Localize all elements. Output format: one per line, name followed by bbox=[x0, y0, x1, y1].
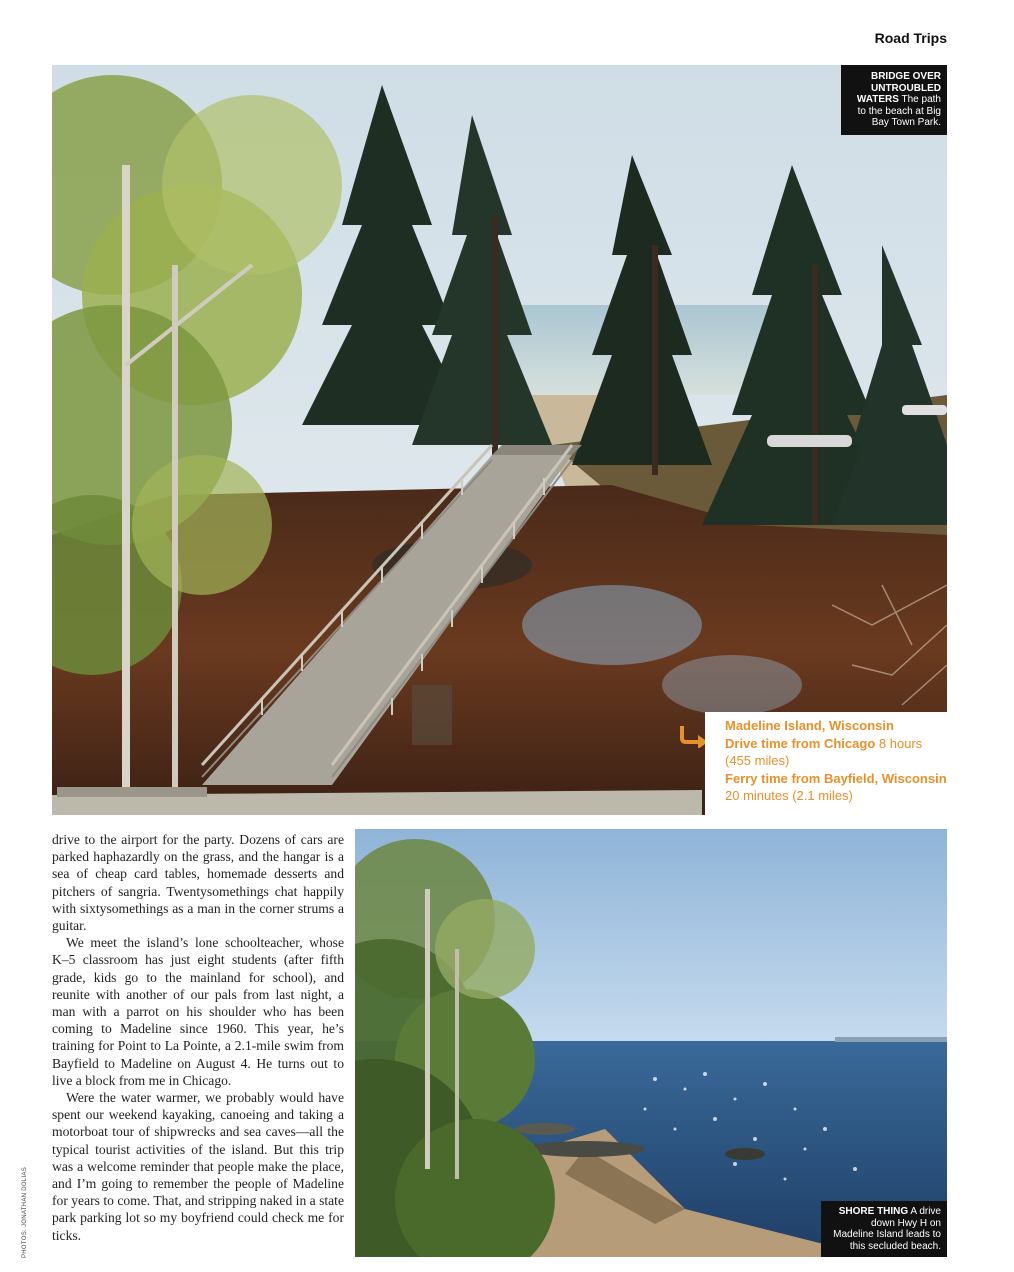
article-paragraph: We meet the island’s lone schoolteacher, whose K–5 classroom has just eight students (after fifth grade, kids go to the mainland for school), and reunite with another of our pals from last night, a man with a parrot on his shoulder who has been coming to Madeline since 1960. This year, he’s training for Point to La Pointe, a 2.1-mile swim from Bayfield to Madeline on August 4. He turns out to live a block from me in Chicago. bbox=[52, 935, 344, 1088]
photo-caption bbox=[821, 1201, 947, 1257]
shore-photo-illustration bbox=[355, 829, 947, 1257]
bridge-photo-illustration bbox=[52, 65, 947, 815]
bridge-photo bbox=[52, 65, 947, 815]
drive-distance: (455 miles) bbox=[725, 753, 790, 768]
photo-credit bbox=[22, 1168, 36, 1258]
article-paragraph: drive to the airport for the party. Dozens of cars are parked haphazardly on the grass, and the hangar is a sea of cheap card tables, homemade desserts and pitchers of sangria. Twentysomethings chat happily with sixtysomethings as a man in the corner strums a guitar. bbox=[52, 832, 344, 934]
caption-text: A drive down Hwy H on Madeline Island leads to this secluded beach. bbox=[833, 1206, 941, 1252]
caption-title: SHORE THING bbox=[838, 1206, 909, 1217]
caption-title: BRIDGE OVER UNTROUBLED WATERS bbox=[856, 71, 941, 105]
caption-text: The path to the beach at Big Bay Town Park. bbox=[857, 94, 941, 128]
section-label: Road Trips bbox=[874, 30, 947, 46]
drive-time-label: Drive time from Chicago bbox=[725, 735, 876, 751]
shore-photo bbox=[355, 829, 947, 1257]
trip-info-box bbox=[705, 712, 947, 816]
article-paragraph: Were the water warmer, we probably would have spent our weekend kayaking, canoeing and taking a motorboat tour of shipwrecks and sea caves—all the typical tourist activities of the island. But this trip was a welcome reminder that people make the place, and I’m going to remember the people of Madeline for years to come. That, and stripping naked in a state park parking lot so my boyfriend could check me for ticks. bbox=[52, 1090, 344, 1243]
ferry-time-label: Ferry time from Bayfield, Wisconsin bbox=[725, 770, 947, 786]
article-body bbox=[52, 831, 344, 1244]
drive-time-value: 8 hours bbox=[878, 735, 923, 751]
drive-time bbox=[725, 735, 947, 753]
photo-credit-text: PHOTOS: JONATHAN DOLIAS bbox=[22, 1166, 28, 1258]
destination-title: Madeline Island, Wisconsin bbox=[725, 718, 894, 733]
photo-caption bbox=[841, 65, 947, 135]
ferry-time-value: 20 minutes (2.1 miles) bbox=[725, 788, 853, 803]
